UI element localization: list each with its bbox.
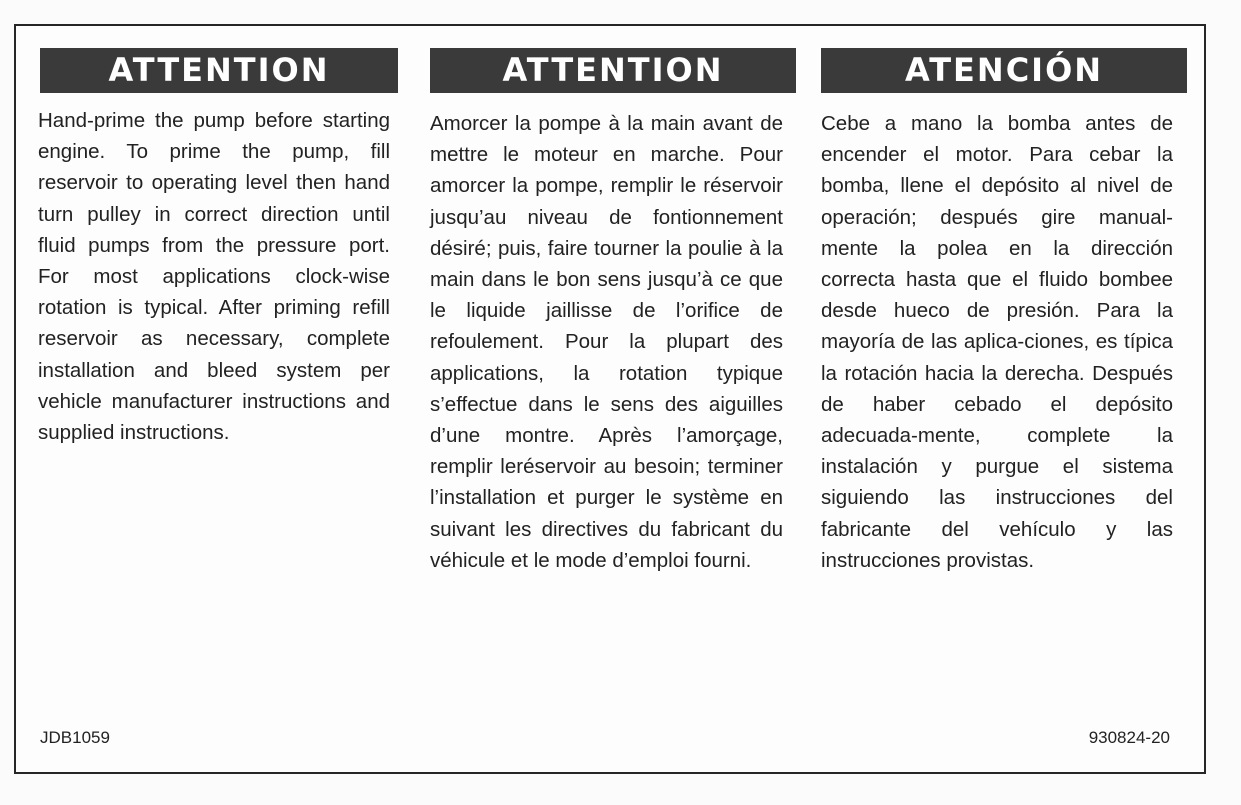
french-heading: ATTENTION <box>430 48 796 93</box>
french-instructions: Amorcer la pompe à la main avant de mettre le moteur en marche. Pour amorcer la pompe, remplir le réservoir jusqu’au niveau de fontionnement désiré; puis, faire tourner la poulie à la main dans le bon sens jusqu’à ce que le liquide jaillisse de l’orifice de refoulement. Pour la plupart des applications, la rotation typique s’effectue dans le sens des aiguilles d’une montre. Après l’amorçage, remplir leréservoir au besoin; terminer l’installation et purger le système en suivant les directives du fabricant du véhicule et le mode d’emploi fourni. <box>430 112 783 572</box>
english-section <box>38 48 400 448</box>
spanish-instructions: Cebe a mano la bomba antes de encender el motor. Para cebar la bomba, llene el depósito al nivel de operación; después gire manual-mente la polea en la dirección correcta hasta que el fluido bombee desde hueco de presión. Para la mayoría de las aplica-ciones, es típica la rotación hacia la derecha. Después de haber cebado el depósito adecuada-mente, complete la instalación y purgue el sistema siguiendo las instrucciones del fabricante del vehículo y las instrucciones provistas. <box>821 112 1173 572</box>
part-code-right: 930824-20 <box>1088 728 1170 747</box>
french-section <box>430 48 792 576</box>
part-code-left: JDB1059 <box>40 728 110 747</box>
warning-label <box>14 24 1206 774</box>
spanish-section <box>821 48 1183 576</box>
spanish-heading: ATENCIÓN <box>821 48 1187 93</box>
english-heading: ATTENTION <box>40 48 398 93</box>
english-instructions: Hand-prime the pump before starting engine. To prime the pump, fill reservoir to operating level then hand turn pulley in correct direction until fluid pumps from the pressure port. For most applications clock-wise rotation is typical. After priming refill reservoir as necessary, complete installation and bleed system per vehicle manufacturer instructions and supplied instructions. <box>38 109 390 445</box>
